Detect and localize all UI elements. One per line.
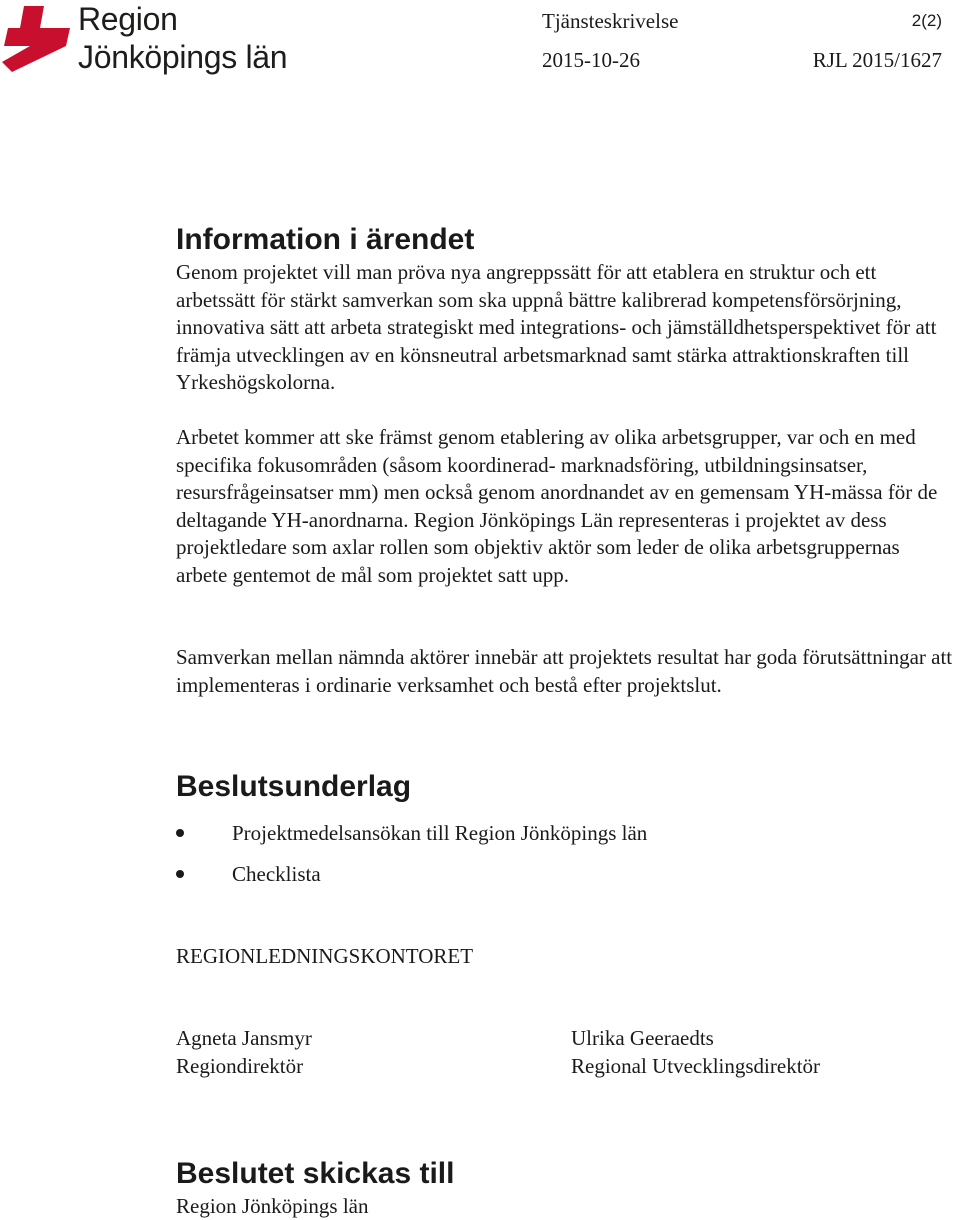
info-paragraph: Samverkan mellan nämnda aktörer innebär att projektets resultat har goda förutsättningar att implementeras i ordinarie verksamhet och bestå efter projektslut. xyxy=(176,645,953,697)
logo-wordmark xyxy=(78,0,287,76)
list-item-label: Checklista xyxy=(232,862,321,886)
region-logo xyxy=(0,0,310,80)
region-cross-logo-icon xyxy=(0,2,72,74)
signatory-name: Agneta Jansmyr xyxy=(176,1026,312,1050)
info-paragraph: Arbetet kommer att ske främst genom etablering av olika arbetsgrupper, var och en med specifika fokusområden (såsom koordinerad- marknadsföring, utbildningsinsatser, resursfrågeinsatser mm) men också genom anordnandet av en gemensam YH-mässa för de deltagande YH-anordnarna. Region Jönköpings Län representeras i projektet av dess projektledare som axlar rollen som objektiv aktör som leder de olika arbetsgruppernas arbete gentemot de mål som projektet satt upp. xyxy=(176,425,938,587)
bullet-icon xyxy=(176,829,184,837)
info-section xyxy=(176,223,956,257)
signatory-left xyxy=(176,1024,312,1080)
sent-to-section xyxy=(176,1157,956,1191)
document-type: Tjänsteskrivelse xyxy=(542,9,679,33)
beslutsunderlag-section xyxy=(176,770,956,804)
info-paragraph-1-wrap xyxy=(176,259,956,397)
sent-to-heading: Beslutet skickas till xyxy=(176,1157,455,1190)
document-date: 2015-10-26 xyxy=(542,48,640,72)
office-name: REGIONLEDNINGSKONTORET xyxy=(176,944,474,968)
list-item xyxy=(176,818,647,859)
info-paragraph-2-wrap xyxy=(176,424,956,589)
logo-line-county: Jönköpings län xyxy=(78,39,288,75)
info-heading: Information i ärendet xyxy=(176,223,475,256)
signatory-name: Ulrika Geeraedts xyxy=(571,1026,714,1050)
signatory-title: Regiondirektör xyxy=(176,1054,304,1078)
info-paragraph: Genom projektet vill man pröva nya angreppssätt för att etablera en struktur och ett arbetssätt för stärkt samverkan som ska uppnå bättre kalibrerad kompetensförsörjning, innovativa sätt att arbeta strategiskt med integrations- och jämställdhetsperspektivet för att främja utvecklingen av en könsneutral arbetsmarknad samt stärka attraktionskraften till Yrkeshögskolorna. xyxy=(176,260,937,394)
info-paragraph-3-wrap xyxy=(176,644,956,699)
signatory-title: Regional Utvecklingsdirektör xyxy=(571,1054,821,1078)
beslutsunderlag-heading: Beslutsunderlag xyxy=(176,770,412,803)
list-item-label: Projektmedelsansökan till Region Jönköpings län xyxy=(232,821,648,845)
page-number: 2(2) xyxy=(911,11,942,30)
logo-line-region: Region xyxy=(78,1,178,37)
signatory-right xyxy=(571,1024,820,1080)
sent-to-recipient: Region Jönköpings län xyxy=(176,1194,369,1218)
document-reference: RJL 2015/1627 xyxy=(812,48,942,72)
list-item xyxy=(176,859,647,900)
bullet-icon xyxy=(176,870,184,878)
beslutsunderlag-list xyxy=(176,818,647,900)
